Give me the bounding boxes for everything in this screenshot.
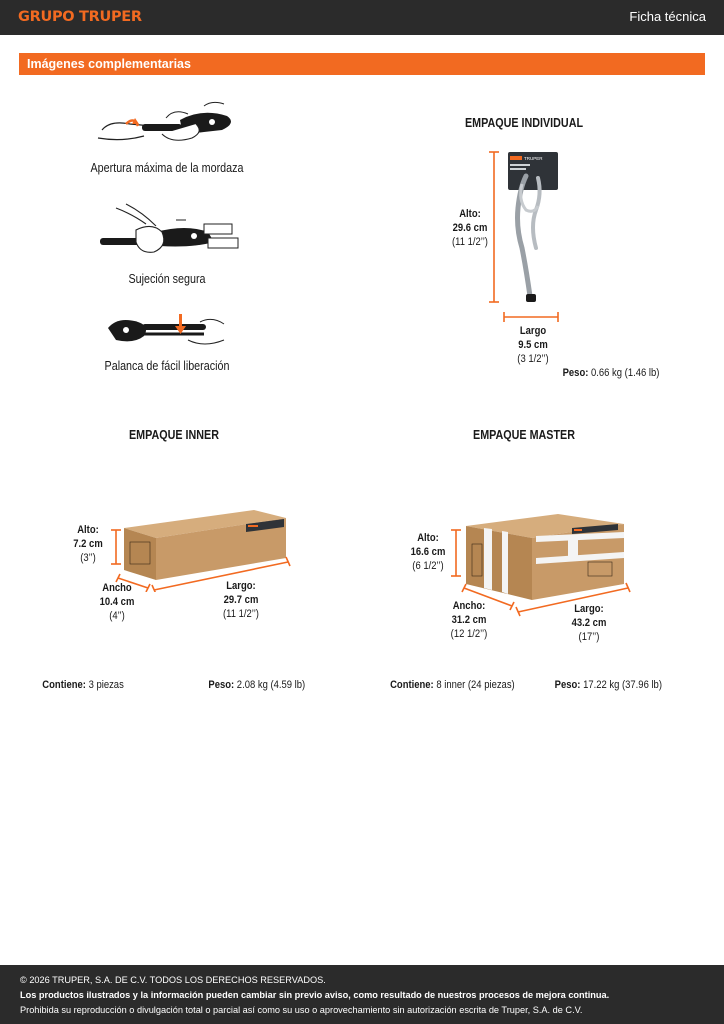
master-length-label: Largo: 43.2 cm (17’’) bbox=[571, 603, 607, 643]
individual-package-heading: EMPAQUE INDIVIDUAL bbox=[464, 116, 584, 130]
footer-legal: Prohibida su reproducción o divulgación total o parcial así como su uso o aprovechamiento sin autorización escrita de Truper, S.A. de C.V. bbox=[20, 1005, 583, 1015]
feature-caption-secure-grip: Sujeción segura bbox=[128, 272, 206, 286]
hand-adjusting-pliers-icon bbox=[92, 98, 242, 153]
master-contents: Contiene: 8 inner (24 piezas) bbox=[390, 679, 515, 691]
individual-length-label: Largo 9.5 cm (3 1/2’’) bbox=[517, 325, 549, 365]
master-weight: Peso: 17.22 kg (37.96 lb) bbox=[554, 679, 662, 691]
master-height-label: Alto: 16.6 cm (6 1/2’’) bbox=[410, 532, 446, 572]
inner-width-label: Ancho 10.4 cm (4’’) bbox=[99, 582, 135, 622]
hand-gripping-pliers-icon bbox=[96, 202, 246, 264]
individual-weight: Peso: 0.66 kg (1.46 lb) bbox=[562, 367, 660, 379]
footer bbox=[0, 965, 724, 1024]
inner-height-label: Alto: 7.2 cm (3’’) bbox=[73, 524, 103, 564]
inner-contents: Contiene: 3 piezas bbox=[42, 679, 124, 691]
inner-length-label: Largo: 29.7 cm (11 1/2’’) bbox=[223, 580, 259, 620]
master-width-label: Ancho: 31.2 cm (12 1/2’’) bbox=[450, 600, 488, 640]
individual-height-label: Alto: 29.6 cm (11 1/2’’) bbox=[452, 208, 488, 248]
section-header bbox=[19, 53, 705, 75]
inner-package-heading: EMPAQUE INNER bbox=[128, 428, 219, 442]
section-title: Imágenes complementarias bbox=[27, 57, 191, 71]
feature-caption-max-opening: Apertura máxima de la mordaza bbox=[90, 161, 244, 175]
feature-caption-release-lever: Palanca de fácil liberación bbox=[104, 359, 230, 373]
footer-copyright: © 2026 TRUPER, S.A. DE C.V. TODOS LOS DERECHOS RESERVADOS. bbox=[20, 975, 326, 985]
brand-logo: GRUPO TRUPER bbox=[18, 9, 142, 25]
release-lever-icon bbox=[104, 310, 234, 354]
document-type: Ficha técnica bbox=[629, 9, 706, 24]
individual-package-brand: TRUPER bbox=[524, 156, 543, 161]
master-package-heading: EMPAQUE MASTER bbox=[473, 428, 575, 442]
top-bar bbox=[0, 0, 724, 35]
individual-package-image bbox=[486, 148, 566, 328]
footer-notice: Los productos ilustrados y la información pueden cambiar sin previo aviso, como resultado de nuestros procesos de mejora continua. bbox=[20, 990, 610, 1000]
inner-weight: Peso: 2.08 kg (4.59 lb) bbox=[208, 679, 306, 691]
